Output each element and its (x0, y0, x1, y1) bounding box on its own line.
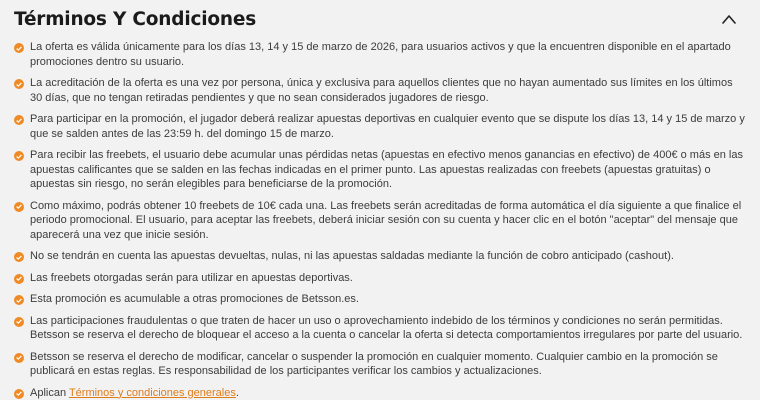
list-item (14, 40, 746, 69)
list-item (14, 292, 746, 307)
list-item (14, 350, 746, 379)
check-icon (14, 317, 24, 327)
term-text: Como máximo, podrás obtener 10 freebets de 10€ cada una. Las freebets serán acreditadas de forma automática el día siguiente a que finalice el periodo promocional. El usuario, para aceptar las freebets, deberá iniciar sesión con su cuenta y hacer clic en el botón "aceptar" del mensaje que aparecerá una vez que inicie sesión. (30, 199, 742, 241)
check-icon (14, 202, 24, 212)
list-item (14, 271, 746, 286)
terms-list (14, 40, 746, 400)
list-item (14, 386, 746, 400)
check-icon (14, 151, 24, 161)
term-text: Betsson se reserva el derecho de modificar, cancelar o suspender la promoción en cualquier momento. Cualquier cambio en la promoción se publicará en estas reglas. Es responsabilidad de los participantes verificar los cambios y actualizaciones. (30, 350, 718, 377)
terms-header[interactable] (14, 6, 746, 32)
term-suffix: . (235, 386, 239, 399)
term-text: Para participar en la promoción, el jugador deberá realizar apuestas deportivas en cualquier evento que se dispute los días 13, 14 y 15 de marzo y que se salden antes de las 23:59 h. del domingo 15 de marzo. (30, 113, 745, 140)
term-text: La oferta es válida únicamente para los días 13, 14 y 15 de marzo de 2026, para usuarios activos y que la encuentren disponible en el apartado promociones dentro su usuario. (30, 41, 731, 68)
term-text: Esta promoción es acumulable a otras promociones de Betsson.es. (30, 293, 359, 305)
chevron-up-icon (722, 14, 736, 24)
check-icon (14, 79, 24, 89)
page-title: Términos Y Condiciones (14, 8, 257, 30)
check-icon (14, 389, 24, 399)
term-text: Para recibir las freebets, el usuario debe acumular unas pérdidas netas (apuestas en efectivo menos ganancias en efectivo) de 400€ o más en las apuestas calificantes que se salden en las fechas indicadas en el primer punto. Las apuestas realizadas con freebets (apuestas gratuitas) o apuestas sin riesgo, no serán elegibles para beneficiarse de la promoción. (30, 149, 743, 190)
check-icon (14, 43, 24, 53)
term-prefix: Aplican (30, 386, 69, 399)
check-icon (14, 353, 24, 363)
collapse-toggle[interactable] (718, 8, 740, 30)
list-item (14, 148, 746, 192)
check-icon (14, 274, 24, 284)
list-item (14, 199, 746, 243)
check-icon (14, 252, 24, 262)
term-text (30, 386, 239, 400)
check-icon (14, 295, 24, 305)
list-item (14, 314, 746, 343)
list-item (14, 76, 746, 105)
check-icon (14, 115, 24, 125)
term-text: Las participaciones fraudulentas o que traten de hacer un uso o aprovechamiento indebido de los términos y condiciones no serán permitidas. Betsson se reserva el derecho de bloquear el acceso a la cuenta o cancelar la oferta si detecta comportamientos irregulares por parte del usuario. (30, 314, 743, 341)
general-terms-link[interactable]: Términos y condiciones generales (68, 386, 236, 399)
term-text: No se tendrán en cuenta las apuestas devueltas, nulas, ni las apuestas saldadas mediante la función de cobro anticipado (cashout). (30, 250, 674, 262)
term-text: La acreditación de la oferta es una vez por persona, única y exclusiva para aquellos clientes que no hayan aumentado sus límites en los últimos 30 días, que no tengan retiradas pendientes y que no sean considerados jugadores de riesgo. (30, 77, 733, 104)
list-item (14, 112, 746, 141)
term-text: Las freebets otorgadas serán para utilizar en apuestas deportivas. (30, 271, 353, 284)
list-item (14, 249, 746, 264)
